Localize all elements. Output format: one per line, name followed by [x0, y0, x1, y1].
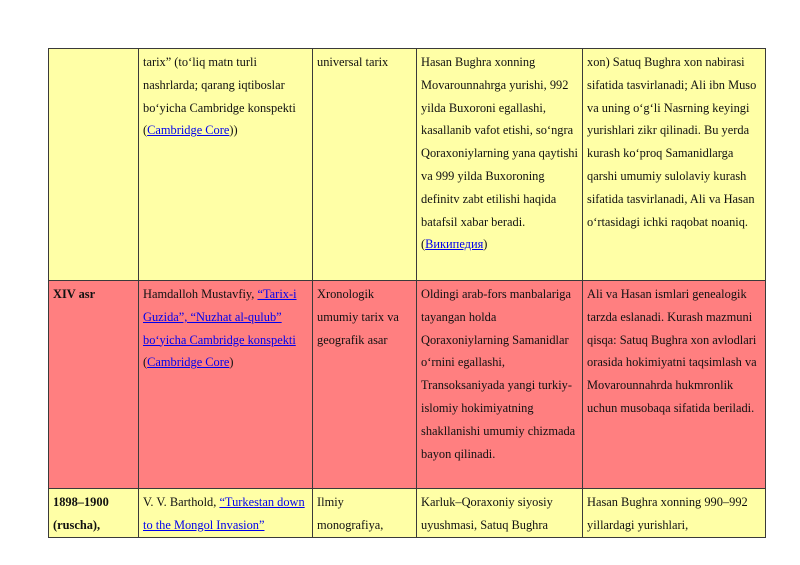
- source-cell: [139, 281, 313, 489]
- content-cell: [417, 49, 583, 281]
- source-cell: [139, 489, 313, 538]
- cambridge-core-link[interactable]: Cambridge Core: [147, 355, 230, 370]
- table-row: [49, 281, 766, 489]
- source-cell: [139, 49, 313, 281]
- tarix-guzida-link[interactable]: “Tarix-i Guzida”, “Nuzhat al-qulub” bo‘yicha Cambridge konspekti: [143, 287, 297, 347]
- cambridge-core-link[interactable]: Cambridge Core: [147, 123, 230, 138]
- notes-cell: xon) Satuq Bughra xon nabirasi sifatida tasvirlanadi; Ali ibn Muso va uning o‘g‘li Nasrning keyingi yurishlari zikr qilinadi. Bu yerda kurash ko‘proq Samanidlarga qarshi umumiy sulolaviy kurash sifatida tasvirlanadi, Ali va Hasan o‘rtasidagi ichki raqobat noaniq.: [583, 49, 766, 281]
- source-author: Hamdalloh Mustavfiy,: [143, 287, 258, 301]
- content-text-end: ): [483, 237, 488, 252]
- source-text-mid: (: [143, 355, 148, 370]
- period-cell: XIV asr: [49, 281, 139, 489]
- source-author: V. V. Barthold,: [143, 495, 220, 509]
- content-cell: Oldingi arab-fors manbalariga tayangan holda Qoraxoniylarning Samanidlar o‘rnini egallashi, Transoksaniyada yangi turkiy-islomiy hokimiyatning shakllanishi umumiy chizmada bayon qilinadi.: [417, 281, 583, 489]
- turkestan-book-link[interactable]: “Turkestan down to the Mongol Invasion”: [143, 495, 305, 532]
- source-text: tarix” (to‘liq matn turli nashrlarda; qarang iqtiboslar bo‘yicha Cambridge konspekti (: [143, 55, 296, 138]
- type-cell: universal tarix: [313, 49, 417, 281]
- table-row: [49, 489, 766, 538]
- source-text-end: )): [229, 123, 238, 138]
- type-cell: Xronologik umumiy tarix va geografik asar: [313, 281, 417, 489]
- content-text: Hasan Bughra xonning Movarounnahrga yurishi, 992 yilda Buxoroni egallashi, kasallanib vafot etishi, so‘ngra Qoraxoniylarning yana qaytishi va 999 yilda Buxoroning definitv zabt etilishi haqida batafsil xabar beradi. (: [421, 55, 578, 252]
- content-cell: Karluk–Qoraxoniy siyosiy uyushmasi, Satuq Bughra: [417, 489, 583, 538]
- notes-cell: Ali va Hasan ismlari genealogik tarzda eslanadi. Kurash mazmuni qisqa: Satuq Bughra xon avlodlari orasida hokimiyatni taqsimlash va Movarounnahrda hukmronlik uchun musobaqa sifatida beriladi.: [583, 281, 766, 489]
- historiography-table: [48, 48, 766, 538]
- notes-cell: Hasan Bughra xonning 990–992 yillardagi yurishlari,: [583, 489, 766, 538]
- period-cell: [49, 49, 139, 281]
- period-cell: 1898–1900 (ruscha),: [49, 489, 139, 538]
- wikipedia-link[interactable]: Википедия: [425, 237, 484, 252]
- source-text-end: ): [229, 355, 234, 370]
- type-cell: Ilmiy monografiya,: [313, 489, 417, 538]
- table-row: [49, 49, 766, 281]
